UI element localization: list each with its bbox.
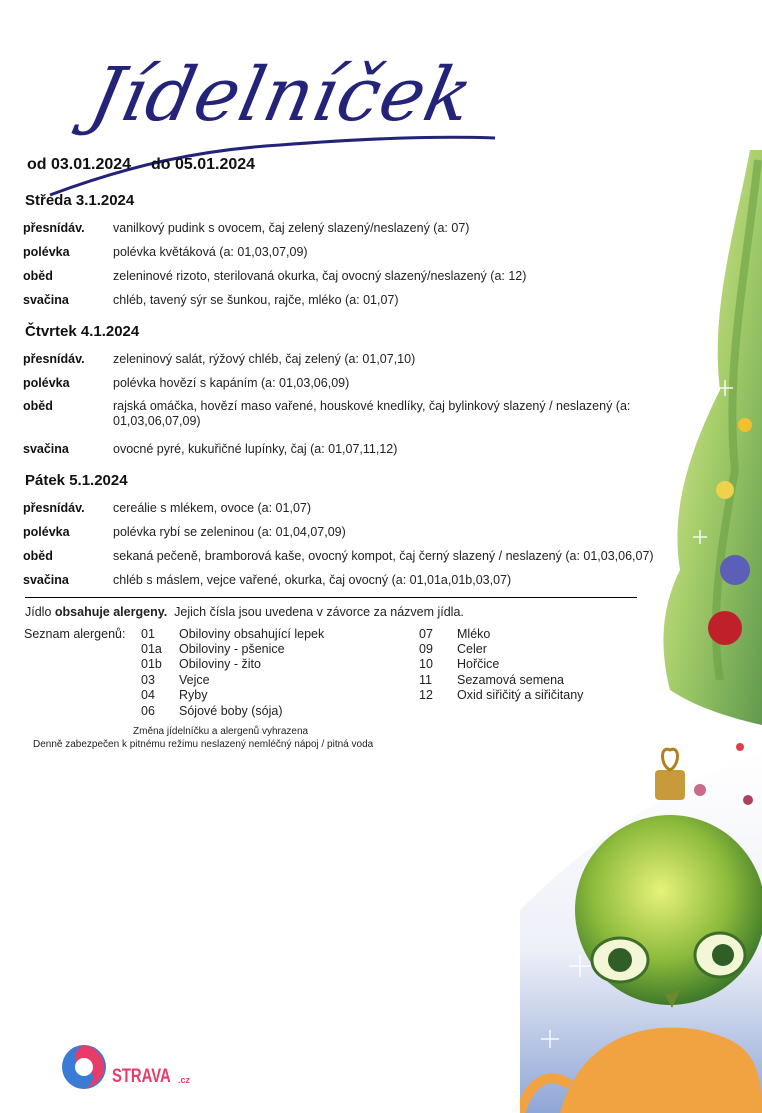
allergen-name: Vejce (179, 673, 210, 687)
meal-text: cereálie s mlékem, ovoce (a: 01,07) (113, 501, 312, 515)
meal-text: vanilkový pudink s ovocem, čaj zelený slazený/neslazený (a: 07) (113, 221, 470, 235)
allergen-name: Oxid siřičitý a siřičitany (457, 688, 584, 702)
meal-text: polévka rybí se zeleninou (a: 01,04,07,09) (113, 525, 346, 539)
allergen-code: 11 (419, 673, 432, 687)
meal-label: oběd (23, 399, 53, 413)
meal-text: chléb, tavený sýr se šunkou, rajče, mléko (a: 01,07) (113, 293, 399, 307)
meal-label: přesnídáv. (23, 501, 85, 515)
allergen-note (25, 605, 464, 619)
allergen-name: Sójové boby (sója) (179, 704, 283, 718)
meal-text: rajská omáčka, hovězí maso vařené, houskové knedlíky, čaj bylinkový slazený / neslazený (a: 01,03,06,07,09) (113, 399, 631, 428)
allergen-code: 07 (419, 627, 433, 641)
allergen-note-prefix: Jídlo (25, 605, 52, 619)
allergen-code: 10 (419, 657, 433, 671)
allergen-code: 09 (419, 642, 433, 656)
allergen-code: 04 (141, 688, 155, 702)
logo-wordmark: STRAVA (112, 1066, 171, 1087)
allergen-name: Ryby (179, 688, 208, 702)
meal-label: polévka (23, 245, 70, 259)
meal-label: oběd (23, 269, 53, 283)
allergen-list-label: Seznam alergenů: (24, 627, 126, 641)
meal-label: přesnídáv. (23, 221, 85, 235)
date-to: do 05.01.2024 (151, 156, 256, 173)
allergen-code: 12 (419, 688, 433, 702)
allergen-name: Obiloviny - žito (179, 657, 261, 671)
page-title: Jídelníček (82, 52, 481, 138)
meal-label: přesnídáv. (23, 352, 85, 366)
allergen-name: Obiloviny - pšenice (179, 642, 285, 656)
allergen-code: 03 (141, 673, 155, 687)
meal-text: zeleninové rizoto, sterilovaná okurka, čaj ovocný slazený/neslazený (a: 12) (113, 269, 527, 283)
logo-suffix: .cz (178, 1075, 191, 1085)
allergen-name: Sezamová semena (457, 673, 565, 687)
meal-text: polévka hovězí s kapáním (a: 01,03,06,09) (113, 376, 350, 390)
meal-text: zeleninový salát, rýžový chléb, čaj zelený (a: 01,07,10) (113, 352, 416, 366)
meal-label: svačina (23, 442, 69, 456)
meal-label: oběd (23, 549, 53, 563)
day-heading-friday: Pátek 5.1.2024 (25, 472, 128, 489)
meal-label: polévka (23, 376, 70, 390)
allergen-name: Hořčice (457, 657, 500, 671)
meal-label: svačina (23, 573, 69, 587)
allergen-note-rest: Jejich čísla jsou uvedena v závorce za názvem jídla. (174, 605, 464, 619)
allergen-name: Mléko (457, 627, 491, 641)
footnote-drinking-regime: Denně zabezpečen k pitnému režimu neslazený nemléčný nápoj / pitná voda (33, 739, 374, 750)
meal-text: polévka květáková (a: 01,03,07,09) (113, 245, 308, 259)
day-heading-wednesday: Středa 3.1.2024 (25, 192, 135, 209)
footnote-menu-change: Změna jídelníčku a alergenů vyhrazena (133, 726, 309, 737)
allergen-note-bold: obsahuje alergeny. (54, 605, 168, 619)
allergen-code: 01 (141, 627, 155, 641)
meal-text: chléb s máslem, vejce vařené, okurka, čaj ovocný (a: 01,01a,01b,03,07) (113, 573, 512, 587)
meal-text: sekaná pečeně, bramborová kaše, ovocný kompot, čaj černý slazený / neslazený (a: 01,03,06,07) (113, 549, 654, 563)
allergen-name: Celer (457, 642, 487, 656)
allergen-code: 06 (141, 704, 155, 718)
date-from: od 03.01.2024 (27, 156, 132, 173)
allergen-code: 01a (141, 642, 162, 656)
meal-text: ovocné pyré, kukuřičné lupínky, čaj (a: 01,07,11,12) (113, 442, 398, 456)
allergen-name: Obiloviny obsahující lepek (179, 627, 325, 641)
day-heading-thursday: Čtvrtek 4.1.2024 (25, 323, 140, 340)
strava-logo-icon (60, 1042, 110, 1092)
meal-label: polévka (23, 525, 70, 539)
allergen-code: 01b (141, 657, 162, 671)
meal-label: svačina (23, 293, 69, 307)
christmas-illustration (520, 150, 762, 1113)
